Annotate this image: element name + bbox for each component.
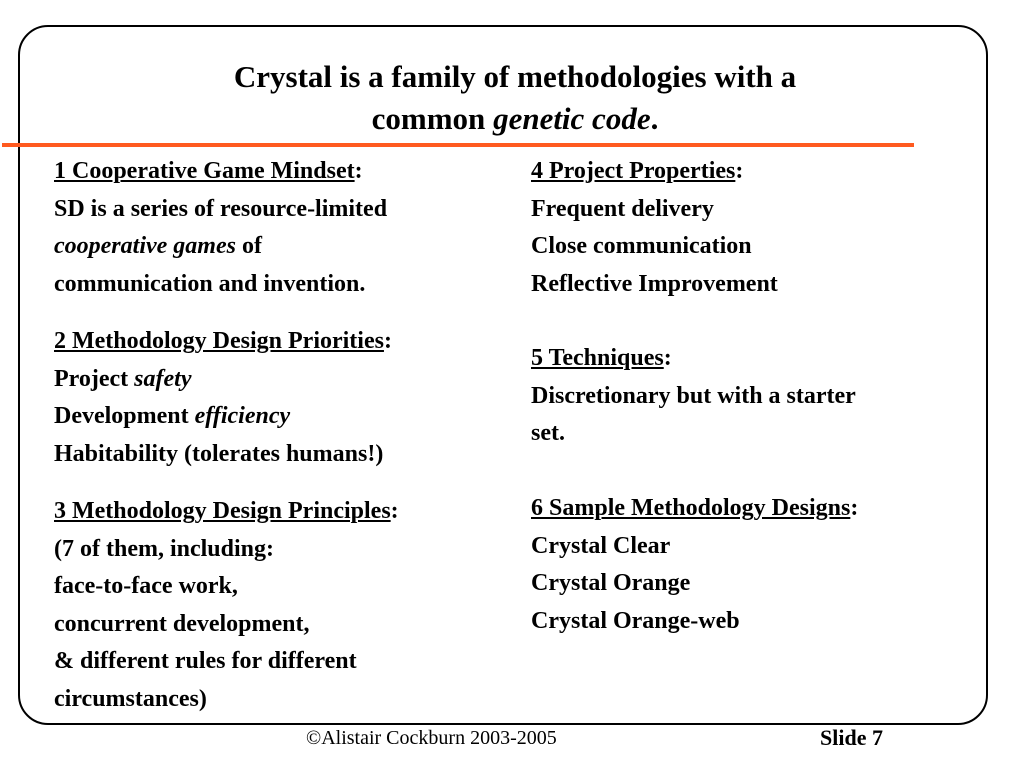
section-cooperative-game: [54, 153, 514, 303]
section-2-line-2: [54, 398, 514, 436]
section-3-line-5: circumstances): [54, 685, 207, 712]
slide-number: Slide 7: [820, 725, 883, 750]
section-2-line-1-italic: safety: [134, 365, 192, 392]
section-design-principles: [54, 493, 514, 718]
title-line-1: Crystal is a family of methodologies with a: [233, 59, 797, 94]
section-3-line-1: (7 of them, including:: [54, 535, 275, 562]
section-4-heading: 4 Project Properties: [531, 158, 736, 184]
section-3-line-2: face-to-face work,: [54, 573, 238, 599]
section-1-heading: 1 Cooperative Game Mindset: [54, 158, 355, 184]
section-1-line-2-rest: of: [235, 233, 262, 259]
section-3-line-4: & different rules for different: [54, 648, 357, 674]
section-4-colon: :: [735, 158, 744, 184]
section-2-heading-line: [54, 323, 514, 361]
copyright-footer: ©Alistair Cockburn 2003-2005: [306, 727, 557, 749]
section-2-heading: 2 Methodology Design Priorities: [54, 328, 384, 354]
section-2-line-1: [54, 361, 514, 399]
section-project-properties: [531, 153, 971, 303]
section-design-priorities: [54, 323, 514, 473]
title-divider: [2, 143, 914, 147]
section-sample-designs: [531, 490, 971, 640]
section-6-line-3: Crystal Orange-web: [531, 607, 740, 634]
section-2-line-1-plain: Project: [54, 365, 135, 392]
title-line-2-italic: genetic code: [493, 101, 651, 136]
title-line-2-plain: common: [371, 101, 494, 136]
section-4-line-2: Close communication: [531, 233, 752, 259]
section-6-line-1: Crystal Clear: [531, 532, 671, 559]
section-4-line-1: Frequent delivery: [531, 195, 714, 222]
section-3-heading-line: [54, 493, 514, 531]
section-3-line-3: concurrent development,: [54, 610, 310, 637]
section-6-colon: :: [850, 495, 859, 521]
section-6-line-2: Crystal Orange: [531, 570, 691, 596]
section-2-line-3: Habitability (tolerates humans!): [54, 440, 384, 467]
title-line-2-end: .: [650, 101, 659, 136]
section-2-colon: :: [383, 328, 392, 354]
section-3-heading: 3 Methodology Design Principles: [54, 498, 391, 524]
section-6-heading-line: [531, 490, 971, 528]
section-2-line-2-plain: Development: [54, 403, 195, 429]
section-5-heading: 5 Techniques: [531, 345, 664, 371]
section-4-line-3: Reflective Improvement: [531, 270, 778, 297]
section-1-line-2-italic: cooperative games: [54, 233, 236, 259]
section-1-colon: :: [354, 158, 363, 184]
section-techniques: [531, 340, 971, 453]
section-1-line-2: [54, 228, 514, 266]
section-2-line-2-italic: efficiency: [194, 403, 291, 429]
section-1-line-3: communication and invention.: [54, 270, 366, 297]
section-1-line-1: SD is a series of resource-limited: [54, 195, 388, 222]
slide-title: [90, 56, 940, 140]
section-5-line-1: Discretionary but with a starter: [531, 382, 856, 409]
section-4-heading-line: [531, 153, 971, 191]
section-6-heading: 6 Sample Methodology Designs: [531, 495, 851, 521]
section-5-heading-line: [531, 340, 971, 378]
section-3-colon: :: [390, 498, 399, 524]
title-line-2: [90, 98, 940, 140]
section-1-heading-line: [54, 153, 514, 191]
section-5-colon: :: [663, 345, 672, 371]
section-5-line-2: set.: [531, 420, 565, 446]
